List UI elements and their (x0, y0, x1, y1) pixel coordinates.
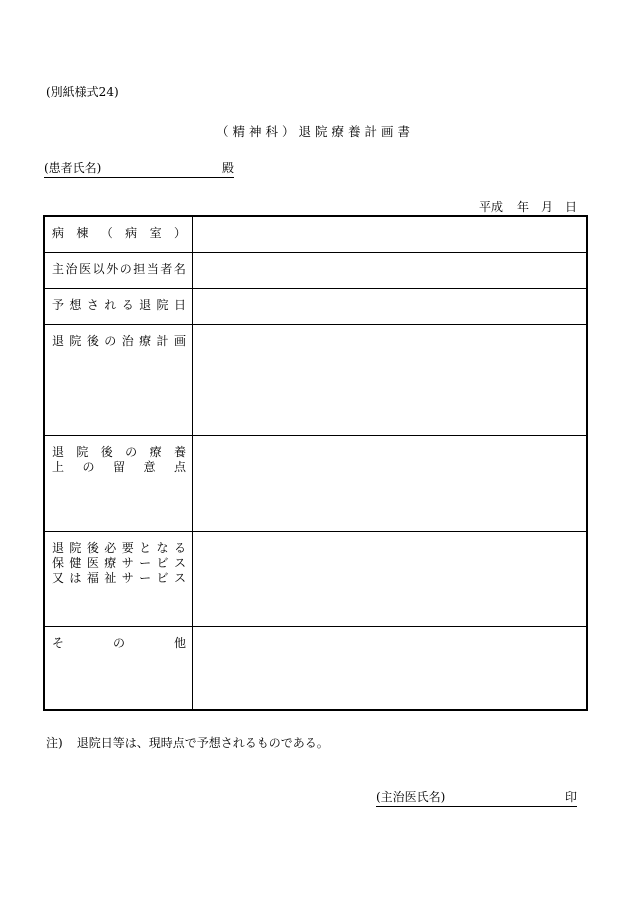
row-label-care-notes (44, 435, 193, 531)
date-year: 年 (516, 200, 529, 214)
seal-mark: 印 (564, 790, 577, 804)
patient-honorific: 殿 (221, 161, 234, 175)
spread-label: 予 想 さ れ る 退 院 日 (52, 297, 186, 312)
spread-label: 上 の 留 意 点 (52, 459, 186, 474)
table-row (44, 288, 587, 324)
spread-label: 退 院 後 必 要 と な る (52, 540, 186, 555)
row-label-ward (44, 216, 193, 252)
discharge-plan-table (43, 215, 588, 711)
document-title: （精神科）退院療養計画書 (215, 124, 414, 139)
doctor-name-line (376, 788, 577, 807)
table-row (44, 216, 587, 252)
row-value-staff[interactable] (193, 252, 588, 288)
date-day: 日 (564, 200, 577, 214)
date-month: 月 (540, 200, 553, 214)
row-value-ward[interactable] (193, 216, 588, 252)
footnote-mark: 注) (46, 736, 63, 750)
spread-label: 病 棟 （ 病 室 ） (52, 226, 186, 240)
row-value-services[interactable] (193, 531, 588, 626)
row-value-other[interactable] (193, 626, 588, 710)
row-label-treatment-plan (44, 324, 193, 435)
spread-label: 主 治 医 以 外 の 担 当 者 名 (52, 261, 186, 276)
row-label-staff (44, 252, 193, 288)
row-label-services (44, 531, 193, 626)
patient-name-label: (患者氏名) (44, 161, 102, 175)
row-value-care-notes[interactable] (193, 435, 588, 531)
row-value-discharge-date[interactable] (193, 288, 588, 324)
spread-label: そ の 他 (52, 635, 186, 650)
date-era: 平成 (478, 200, 503, 214)
row-value-treatment-plan[interactable] (193, 324, 588, 435)
table-row (44, 531, 587, 626)
table-row (44, 324, 587, 435)
table-row (44, 252, 587, 288)
spread-label: 退 院 後 の 治 療 計 画 (52, 333, 186, 348)
footnote (46, 734, 329, 751)
row-label-other (44, 626, 193, 710)
spread-label: 又 は 福 祉 サ ー ビ ス (52, 570, 186, 585)
patient-name-line (44, 159, 234, 178)
date-line (479, 198, 577, 215)
spread-label: 保 健 医 療 サ ー ビ ス (52, 555, 186, 570)
footnote-text: 退院日等は、現時点で予想されるものである。 (76, 736, 329, 750)
table-row (44, 626, 587, 710)
table-row (44, 435, 587, 531)
doctor-name-label: (主治医氏名) (376, 790, 446, 804)
row-label-discharge-date (44, 288, 193, 324)
spread-label: 退 院 後 の 療 養 (52, 444, 186, 459)
form-code: (別紙様式24) (46, 85, 119, 99)
